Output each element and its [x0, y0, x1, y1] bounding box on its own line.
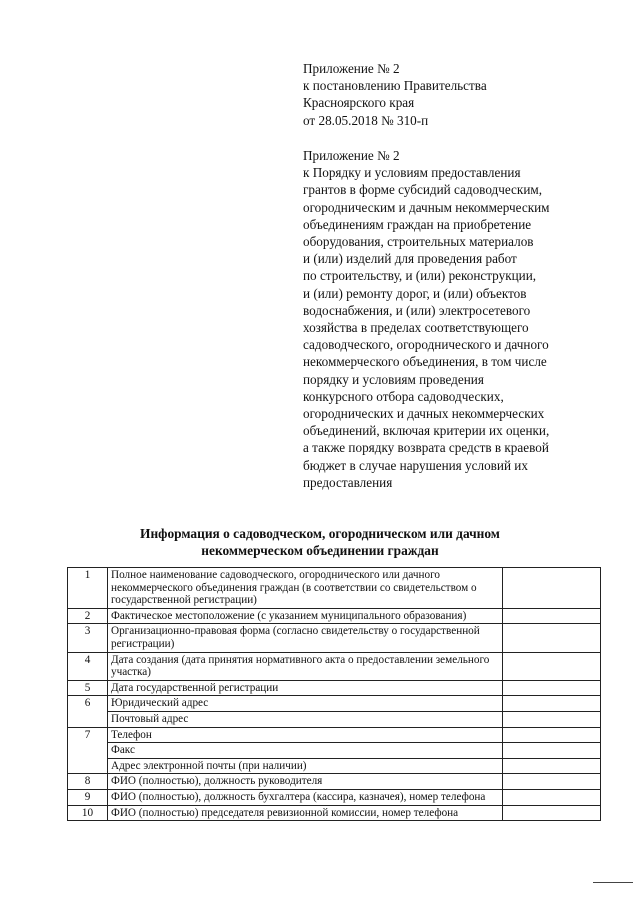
- value-cell[interactable]: [503, 774, 601, 790]
- value-cell[interactable]: [503, 680, 601, 696]
- table-row: [68, 727, 601, 743]
- organization-info-table: [67, 567, 601, 821]
- table-row: [68, 696, 601, 712]
- value-cell[interactable]: [503, 624, 601, 652]
- value-cell[interactable]: [503, 696, 601, 712]
- row-number: 9: [68, 789, 108, 805]
- row-label: ФИО (полностью) председателя ревизионной комиссии, номер телефона: [108, 805, 503, 821]
- value-cell[interactable]: [503, 608, 601, 624]
- value-cell[interactable]: [503, 743, 601, 759]
- row-label: Юридический адрес: [108, 696, 503, 712]
- table-row: [68, 774, 601, 790]
- value-cell[interactable]: [503, 652, 601, 680]
- table-row: [68, 711, 601, 727]
- row-number: 6: [68, 696, 108, 727]
- table-row: [68, 805, 601, 821]
- table-row: [68, 568, 601, 609]
- row-number: 4: [68, 652, 108, 680]
- table-row: [68, 608, 601, 624]
- value-cell[interactable]: [503, 711, 601, 727]
- row-label: Телефон: [108, 727, 503, 743]
- table-row: [68, 624, 601, 652]
- row-label: Полное наименование садоводческого, огороднического или дачного некоммерческого объединения граждан (в соответствии со свидетельством о государственной регистрации): [108, 568, 503, 609]
- form-title-line-2: некоммерческом объединении граждан: [201, 543, 439, 558]
- row-number: 1: [68, 568, 108, 609]
- row-label: Адрес электронной почты (при наличии): [108, 758, 503, 774]
- table-row: [68, 652, 601, 680]
- row-number: 8: [68, 774, 108, 790]
- row-number: 3: [68, 624, 108, 652]
- appendix-resolution-reference: Приложение № 2 к постановлению Правительства Красноярского края от 28.05.2018 № 310-п: [303, 61, 487, 128]
- scan-edge-mark: [593, 882, 633, 883]
- row-label: Организационно-правовая форма (согласно свидетельству о государственной регистрации): [108, 624, 503, 652]
- appendix-procedure-reference: Приложение № 2 к Порядку и условиям предоставления грантов в форме субсидий садоводческим, огородническим и дачным некоммерческим объединениям граждан на приобретение оборудования, строительных материалов и (или) изделий для проведения работ по строительству, и (или) реконструкции, и (или) ремонту дорог, и (или) объектов водоснабжения, и (или) электросетевого хозяйства в пределах соответствующего садоводческого, огороднического и дачного некоммерческого объединения, в том числе порядку и условиям проведения конкурсного отбора садоводческих, огороднических и дачных некоммерческих объединений, включая критерии их оценки, а также порядку возврата средств в краевой бюджет в случае нарушения условий их предоставления: [303, 148, 550, 490]
- value-cell[interactable]: [503, 805, 601, 821]
- row-label: Дата создания (дата принятия нормативного акта о предоставлении земельного участка): [108, 652, 503, 680]
- row-label: Почтовый адрес: [108, 711, 503, 727]
- row-number: 2: [68, 608, 108, 624]
- row-number: 7: [68, 727, 108, 774]
- table-row: [68, 789, 601, 805]
- form-title-line-1: Информация о садоводческом, огородническом или дачном: [140, 526, 500, 541]
- value-cell[interactable]: [503, 789, 601, 805]
- value-cell[interactable]: [503, 727, 601, 743]
- value-cell[interactable]: [503, 568, 601, 609]
- row-number: 10: [68, 805, 108, 821]
- table-row: [68, 680, 601, 696]
- value-cell[interactable]: [503, 758, 601, 774]
- row-label: Фактическое местоположение (с указанием муниципального образования): [108, 608, 503, 624]
- row-number: 5: [68, 680, 108, 696]
- row-label: ФИО (полностью), должность бухгалтера (кассира, казначея), номер телефона: [108, 789, 503, 805]
- table-row: [68, 758, 601, 774]
- row-label: Факс: [108, 743, 503, 759]
- row-label: ФИО (полностью), должность руководителя: [108, 774, 503, 790]
- table-row: [68, 743, 601, 759]
- row-label: Дата государственной регистрации: [108, 680, 503, 696]
